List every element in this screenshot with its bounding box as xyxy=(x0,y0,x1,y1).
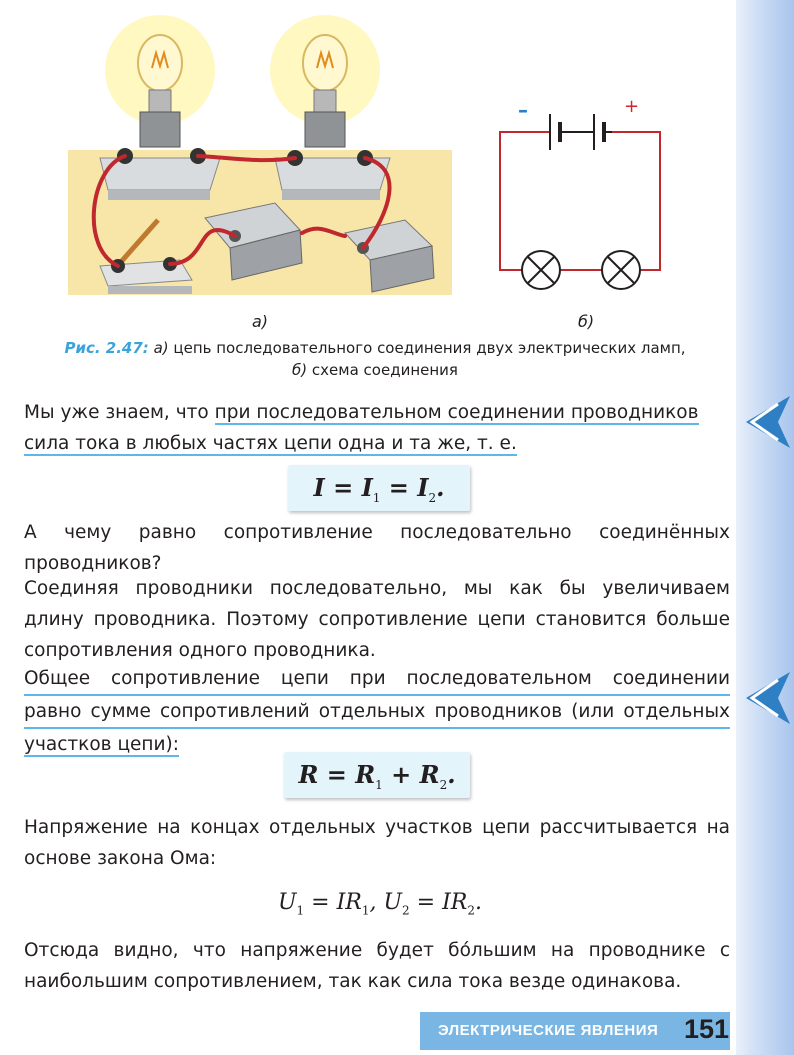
caption-b-text: схема соединения xyxy=(307,361,458,379)
caption-b-letter: б) xyxy=(292,361,308,379)
plus-sign: + xyxy=(624,96,640,117)
formula-2-part-a: R = R xyxy=(298,760,376,789)
formula-2-part-c: . xyxy=(447,760,456,789)
paragraph-resistance-rule xyxy=(24,663,730,760)
formula-2-sub-1: 1 xyxy=(375,777,383,792)
formula-3-part-c: , U xyxy=(369,890,403,915)
paragraph-conclusion: Отсюда видно, что напряжение будет бо́льшим на проводнике с наибольшим сопротивлением, так как сила тока везде одинакова. xyxy=(24,940,730,992)
figure-b-schematic xyxy=(490,92,670,292)
paragraph-explanation: Соединяя проводники последовательно, мы как бы увеличиваем длину проводника. Поэтому сопротивление цепи становится больше сопротивления одного проводника. xyxy=(24,578,730,661)
caption-figure-number: Рис. 2.47: xyxy=(64,339,149,357)
key-statement-line-1: при последовательном соединении проводников xyxy=(214,402,699,423)
paragraph-question: А чему равно сопротивление последовательно соединённых проводников? xyxy=(24,522,730,574)
figure-caption xyxy=(40,337,710,381)
page-number: 151 xyxy=(684,1014,730,1044)
resistance-rule-line-2: равно сумме сопротивлений отдельных проводников (или отдельных xyxy=(24,696,730,729)
figure-a-label: а) xyxy=(252,312,269,331)
formula-resistance-series xyxy=(284,752,470,798)
formula-3-sub-2: 1 xyxy=(361,903,370,918)
formula-1-part-a: I = I xyxy=(313,473,373,502)
formula-1-sub-1: 1 xyxy=(372,490,381,505)
resistance-rule-line-3: участков цепи): xyxy=(24,734,179,755)
formula-3-sub-3: 2 xyxy=(402,903,410,918)
minus-sign: – xyxy=(518,98,528,122)
figure-a-circuit-photo xyxy=(60,8,460,308)
formula-3-part-b: = IR xyxy=(304,890,362,915)
key-point-arrow-icon xyxy=(738,392,792,456)
formula-current-series xyxy=(288,465,470,511)
figure-b-label: б) xyxy=(578,312,595,331)
caption-a-letter: а) xyxy=(153,339,169,357)
formula-3-part-d: = IR xyxy=(409,890,468,915)
formula-1-part-c: . xyxy=(436,473,445,502)
caption-a-text: цепь последовательного соединения двух электрических ламп, xyxy=(168,339,686,357)
formula-1-sub-2: 2 xyxy=(428,490,437,505)
key-statement-line-2: сила тока в любых частях цепи одна и та же, т. е. xyxy=(24,433,517,454)
formula-3-part-e: . xyxy=(475,890,483,915)
formula-2-sub-2: 2 xyxy=(439,777,448,792)
paragraph-voltage: Напряжение на концах отдельных участков цепи рассчитывается на основе закона Ома: xyxy=(24,817,730,869)
formula-3-sub-4: 2 xyxy=(467,903,476,918)
key-point-arrow-icon-2 xyxy=(738,668,792,732)
formula-1-part-b: = I xyxy=(380,473,429,502)
resistance-rule-line-1: Общее сопротивление цепи при последовательном соединении xyxy=(24,663,730,696)
formula-3-sub-1: 1 xyxy=(296,903,305,918)
formula-2-part-b: + R xyxy=(382,760,440,789)
paragraph-1-intro: Мы уже знаем, что xyxy=(24,402,215,423)
formula-3-part-a: U xyxy=(278,890,297,915)
formula-voltage xyxy=(278,890,482,917)
paragraph-current-rule xyxy=(24,397,730,459)
page-edge-strip xyxy=(736,0,794,1055)
footer-section-title: ЭЛЕКТРИЧЕСКИЕ ЯВЛЕНИЯ xyxy=(438,1022,659,1039)
